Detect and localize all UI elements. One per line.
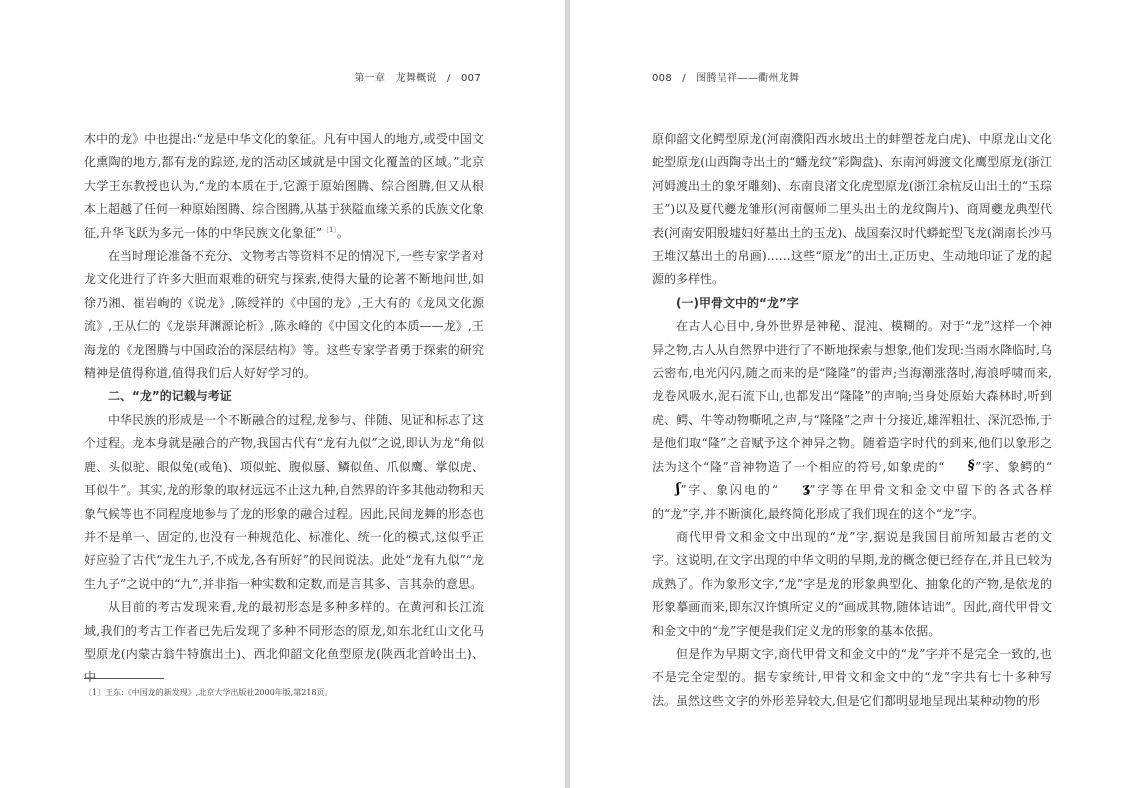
paragraph: 中华民族的形成是一个不断融合的过程,龙参与、伴随、见证和标志了这个过程。龙本身就是融合的产物,我国古代有“龙有九似”之说,即认为龙“角似鹿、头似驼、眼似兔(或龟)、项似蛇、腹似蜃、鳞似鱼、爪似鹰、掌似虎、耳似牛”。其实,龙的形象的取材远远不止这九种,自然界的许多其他动物和天象气候等也不同程度地参与了龙的形象的融合过程。因此,民间龙舞的形态也并不是单一、固定的,也没有一种规范化、标准化、统一化的模式,这似乎正好应验了古代“龙生九子,不成龙,各有所好”的民间说法。此处“龙有九似”“龙生九子”之说中的“九”,并非指一种实数和定数,而是言其多、言其杂的意思。: [84, 412, 484, 591]
paragraph: 在古人心目中,身外世界是神秘、混沌、模糊的。对于“龙”这样一个神异之物,古人从自然界中进行了不断地探索与想象,他们发现:当雨水降临时,乌云密布,电光闪闪,随之而来的是“隆隆”的雷声;当海潮涨落时,海浪呼啸而来,龙卷风吸水,泥石流下山,也都发出“隆隆”的声响;当身处原始大森林时,听到虎、鳄、牛等动物嘶吼之声,与“隆隆”之声十分接近,雄浑粗壮、深沉恐怖,于是他们取“隆”之音赋予这个神异之物。随着造字时代的到来,他们以象形之法为这个“隆”音神物造了一个相应的符号,如象虎的“ §”字、象鳄的“ʃ”字、象闪电的“ ʓ”字等在甲骨文和金文中留下的各式各样的“龙”字,并不断演化,最终简化形成了我们现在的这个“龙”字。: [652, 319, 1052, 521]
oracle-dragon-glyph-lightning-icon: ʓ: [800, 480, 811, 497]
section-heading: (一)甲骨文中的“龙”字: [676, 295, 799, 310]
running-header: 008 / 图腾呈祥——衢州龙舞: [652, 73, 800, 84]
body-text: [652, 128, 1052, 713]
paragraph: 在当时理论准备不充分、文物考古等资料不足的情况下,一些专家学者对龙文化进行了许多大胆而艰难的研究与探索,使得大量的论著不断地问世,如徐乃湘、崔岩峋的《说龙》,陈绶祥的《中国的龙》,王大有的《龙凤文化源流》,王从仁的《龙崇拜渊源论析》,陈永峰的《中国文化的本质——龙》,王海龙的《龙图腾与中国政治的深层结构》等。这些专家学者勇于探索的研究精神是值得称道,值得我们后人好好学习的。: [84, 249, 484, 381]
left-page: [0, 0, 565, 788]
oracle-dragon-glyph-crocodile-icon: ʃ: [674, 481, 682, 497]
footnote-ref[interactable]: 〔1〕: [321, 225, 337, 234]
body-text: [84, 128, 484, 690]
paragraph: 原仰韶文化鳄型原龙(河南濮阳西水坡出土的蚌塑苍龙白虎)、中原龙山文化蛇型原龙(山西陶寺出土的“蟠龙纹”彩陶盘)、东南河姆渡文化鹰型原龙(浙江河姆渡出土的象牙雕刻)、东南良渚文化虎型原龙(浙江余杭反山出土的“玉琮王”)以及夏代夔龙雏形(河南偃师二里头出土的龙纹陶片)、商周夔龙典型代表(河南安阳殷墟妇好墓出土的玉龙)、战国秦汉时代蟒蛇型飞龙(湖南长沙马王堆汉墓出土的帛画)……这些“原龙”的出土,正历史、生动地印证了龙的起源的多样性。: [652, 132, 1052, 287]
paragraph: 但是作为早期文字,商代甲骨文和金文中的“龙”字并不是完全一致的,也不是完全定型的。据专家统计,甲骨文和金文中的“龙”字共有七十多种写法。虽然这些文字的外形差异较大,但是它们都明显地呈现出某种动物的形: [652, 646, 1052, 708]
running-header: 第一章 龙舞概说 / 007: [354, 73, 481, 84]
oracle-dragon-glyph-tiger-icon: §: [967, 457, 977, 474]
footnote-divider: [84, 678, 164, 679]
section-heading: 二、“龙”的记载与考证: [108, 389, 232, 404]
paragraph: 从目前的考古发现来看,龙的最初形态是多种多样的。在黄河和长江流域,我们的考古工作者已先后发现了多种不同形态的原龙,如东北红山文化马型原龙(内蒙古翁牛特旗出土)、西北仰韶文化鱼型原龙(陕西北首岭出土)、中: [84, 600, 484, 685]
paragraph: 木中的龙》中也提出:“龙是中华文化的象征。凡有中国人的地方,或受中国文化熏陶的地方,都有龙的踪迹,龙的活动区域就是中国文化覆盖的区域。”北京大学王东教授也认为,“龙的本质在于,它源于原始图腾、综合图腾,但又从根本上超越了任何一种原始图腾、综合图腾,从基于狭隘血缘关系的氏族文化象征,升华飞跃为多元一体的中华民族文化象征”$^{〔1〕}$。: [84, 132, 484, 240]
paragraph: 商代甲骨文和金文中出现的“龙”字,据说是我国目前所知最古老的文字。这说明,在文字出现的中华文明的早期,龙的概念便已经存在,并且已较为成熟了。作为象形文字,“龙”字是龙的形象典型化、抽象化的产物,是依龙的形象摹画而来,即东汉许慎所定义的“画成其物,随体诘诎”。因此,商代甲骨文和金文中的“龙”字便是我们定义龙的形象的基本依据。: [652, 529, 1052, 638]
footnote: 〔1〕王东:《中国龙的新发现》,北京大学出版社2000年版,第218页。: [84, 688, 333, 697]
right-page: [570, 0, 1135, 788]
